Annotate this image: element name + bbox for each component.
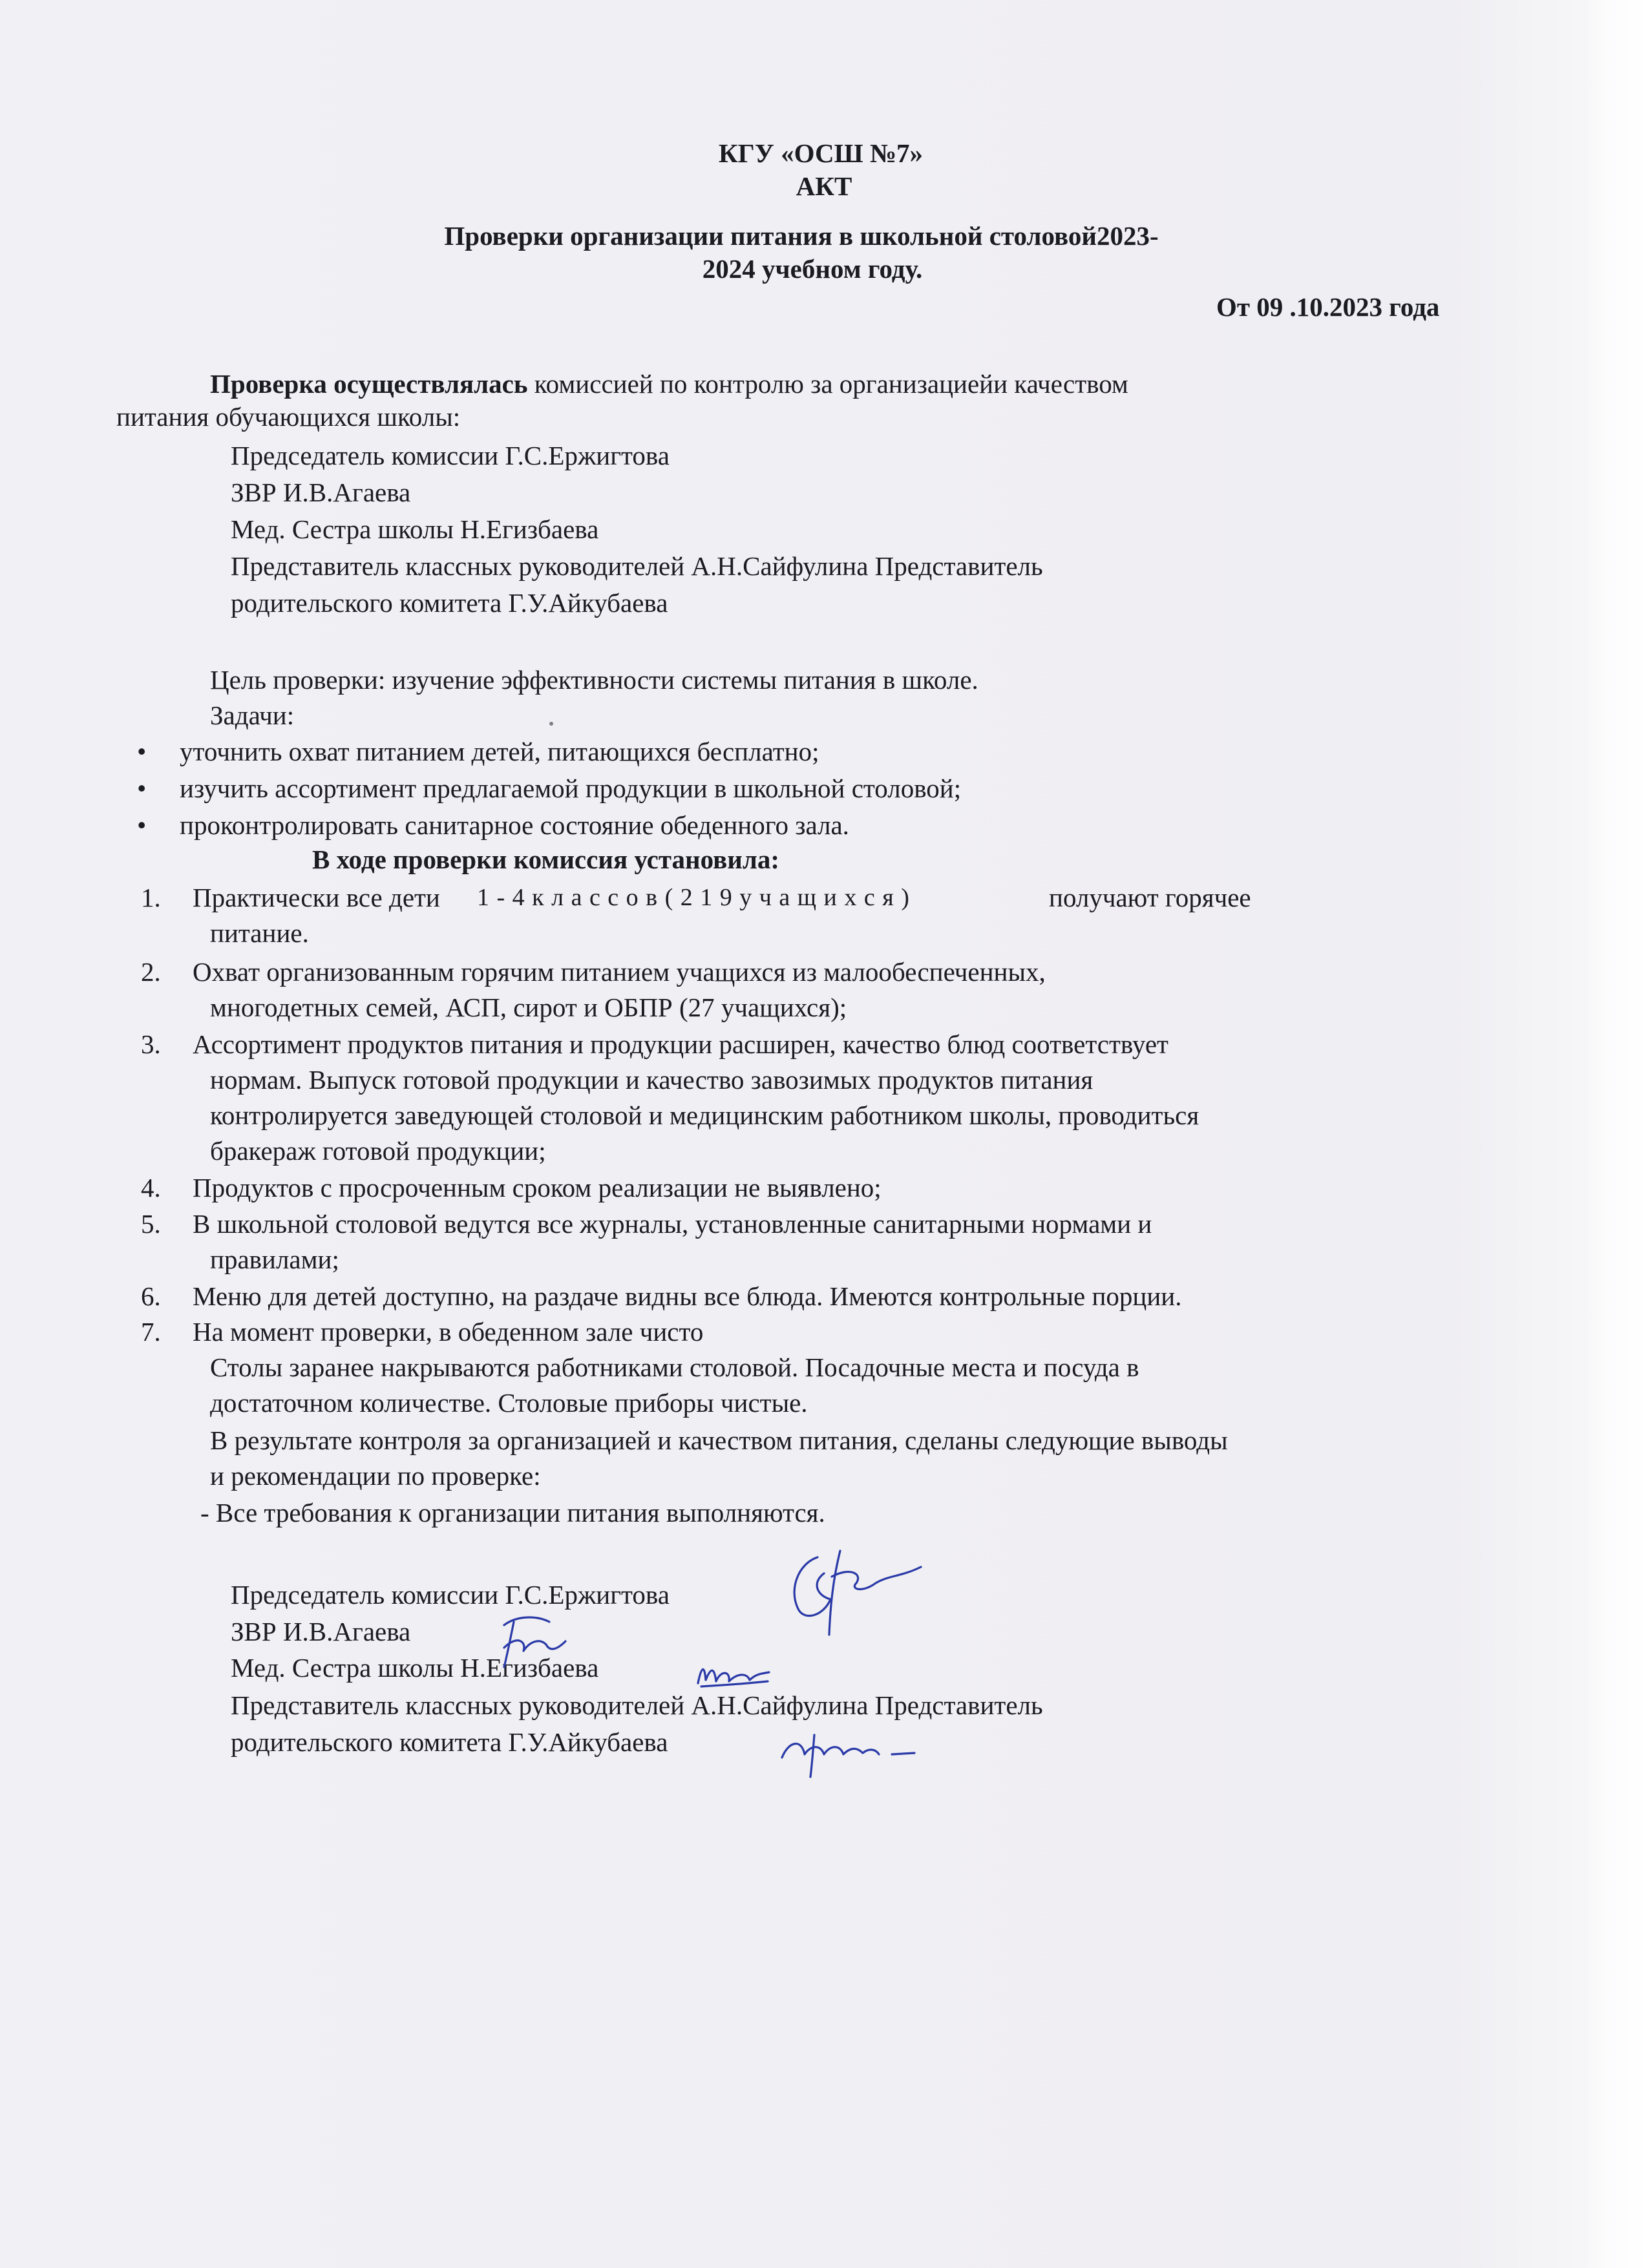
finding-text: Ассортимент продуктов питания и продукции расширен, качество блюд соответствует xyxy=(193,1029,1168,1059)
commission-member: родительского комитета Г.У.Айкубаева xyxy=(231,588,668,618)
intro-line-2: питания обучающихся школы: xyxy=(116,402,461,432)
tasks-label: Задачи: xyxy=(210,700,295,730)
finding-text-spaced: 1 - 4 к л а с с о в ( 2 1 9 у ч а щ и х с я ) xyxy=(477,884,910,911)
paper-edge xyxy=(1587,0,1648,2268)
org-name: КГУ «ОСШ №7» xyxy=(718,138,924,168)
finding-text: бракераж готовой продукции; xyxy=(210,1136,546,1166)
finding-text: Меню для детей доступно, на раздаче видны все блюда. Имеются контрольные порции. xyxy=(193,1281,1182,1311)
intro-line xyxy=(210,368,1128,401)
finding-number: 5. xyxy=(141,1209,161,1239)
scan-speck xyxy=(549,722,553,726)
finding-number: 4. xyxy=(141,1173,161,1202)
commission-member: Мед. Сестра школы Н.Егизбаева xyxy=(231,514,599,544)
commission-member: Председатель комиссии Г.С.Ержигтова xyxy=(231,441,670,470)
signature-zvr xyxy=(491,1602,575,1674)
finding-text: Практически все дети xyxy=(193,883,440,912)
intro-lead: Проверка осуществлялась xyxy=(210,369,528,399)
document-date: От 09 .10.2023 года xyxy=(1216,292,1440,322)
finding-text: Столы заранее накрываются работниками столовой. Посадочные места и посуда в xyxy=(210,1352,1139,1382)
bullet-icon: • xyxy=(137,773,147,803)
title-line-2: 2024 учебном году. xyxy=(702,254,923,284)
finding-text: В школьной столовой ведутся все журналы, установленные санитарными нормами и xyxy=(193,1209,1152,1239)
finding-number: 2. xyxy=(141,957,161,987)
signature-line: Представитель классных руководителей А.Н.Сайфулина Представитель xyxy=(231,1690,1043,1720)
intro-rest: комиссией по контролю за организациейи качеством xyxy=(527,369,1128,399)
finding-text: многодетных семей, АСП, сирот и ОБПР (27 учащихся); xyxy=(210,992,847,1022)
task-text: проконтролировать санитарное состояние обеденного зала. xyxy=(180,810,849,840)
signature-line: родительского комитета Г.У.Айкубаева xyxy=(231,1727,668,1757)
doc-type: АКТ xyxy=(796,171,852,201)
finding-conclusion: - Все требования к организации питания выполняются. xyxy=(200,1498,825,1528)
finding-number: 6. xyxy=(141,1281,161,1311)
finding-text: получают горячее xyxy=(1049,883,1251,912)
goal-text: Цель проверки: изучение эффективности системы питания в школе. xyxy=(210,665,978,695)
finding-text: контролируется заведующей столовой и медицинским работником школы, проводиться xyxy=(210,1100,1199,1130)
signature-line: Председатель комиссии Г.С.Ержигтова xyxy=(231,1580,670,1610)
finding-number: 3. xyxy=(141,1029,161,1059)
bullet-icon: • xyxy=(137,810,147,840)
findings-heading: В ходе проверки комиссия установила: xyxy=(312,845,779,874)
finding-text: питание. xyxy=(210,918,309,948)
signature-line: ЗВР И.В.Агаева xyxy=(231,1617,411,1646)
finding-text: достаточном количестве. Столовые приборы чистые. xyxy=(210,1388,808,1418)
signature-parent-rep xyxy=(776,1722,931,1780)
finding-text: Продуктов с просроченным сроком реализации не выявлено; xyxy=(193,1173,882,1202)
title-line-1: Проверки организации питания в школьной столовой2023- xyxy=(444,221,1159,251)
finding-text: На момент проверки, в обеденном зале чисто xyxy=(193,1317,704,1347)
signature-line: Мед. Сестра школы Н.Егизбаева xyxy=(231,1653,599,1683)
bullet-icon: • xyxy=(137,737,147,766)
task-text: уточнить охват питанием детей, питающихся бесплатно; xyxy=(180,737,819,766)
finding-text: и рекомендации по проверке: xyxy=(210,1461,541,1491)
finding-text: правилами; xyxy=(210,1244,339,1274)
finding-text: нормам. Выпуск готовой продукции и качество завозимых продуктов питания xyxy=(210,1065,1093,1095)
signature-chairman xyxy=(779,1538,934,1641)
finding-text: Охват организованным горячим питанием учащихся из малообеспеченных, xyxy=(193,957,1046,987)
commission-member: ЗВР И.В.Агаева xyxy=(231,478,411,507)
finding-text: В результате контроля за организацией и качеством питания, сделаны следующие выводы xyxy=(210,1425,1228,1455)
signature-nurse xyxy=(692,1654,776,1699)
task-text: изучить ассортимент предлагаемой продукции в школьной столовой; xyxy=(180,773,962,803)
commission-member: Представитель классных руководителей А.Н.Сайфулина Представитель xyxy=(231,551,1043,581)
finding-number: 1. xyxy=(141,883,161,912)
finding-number: 7. xyxy=(141,1317,161,1347)
